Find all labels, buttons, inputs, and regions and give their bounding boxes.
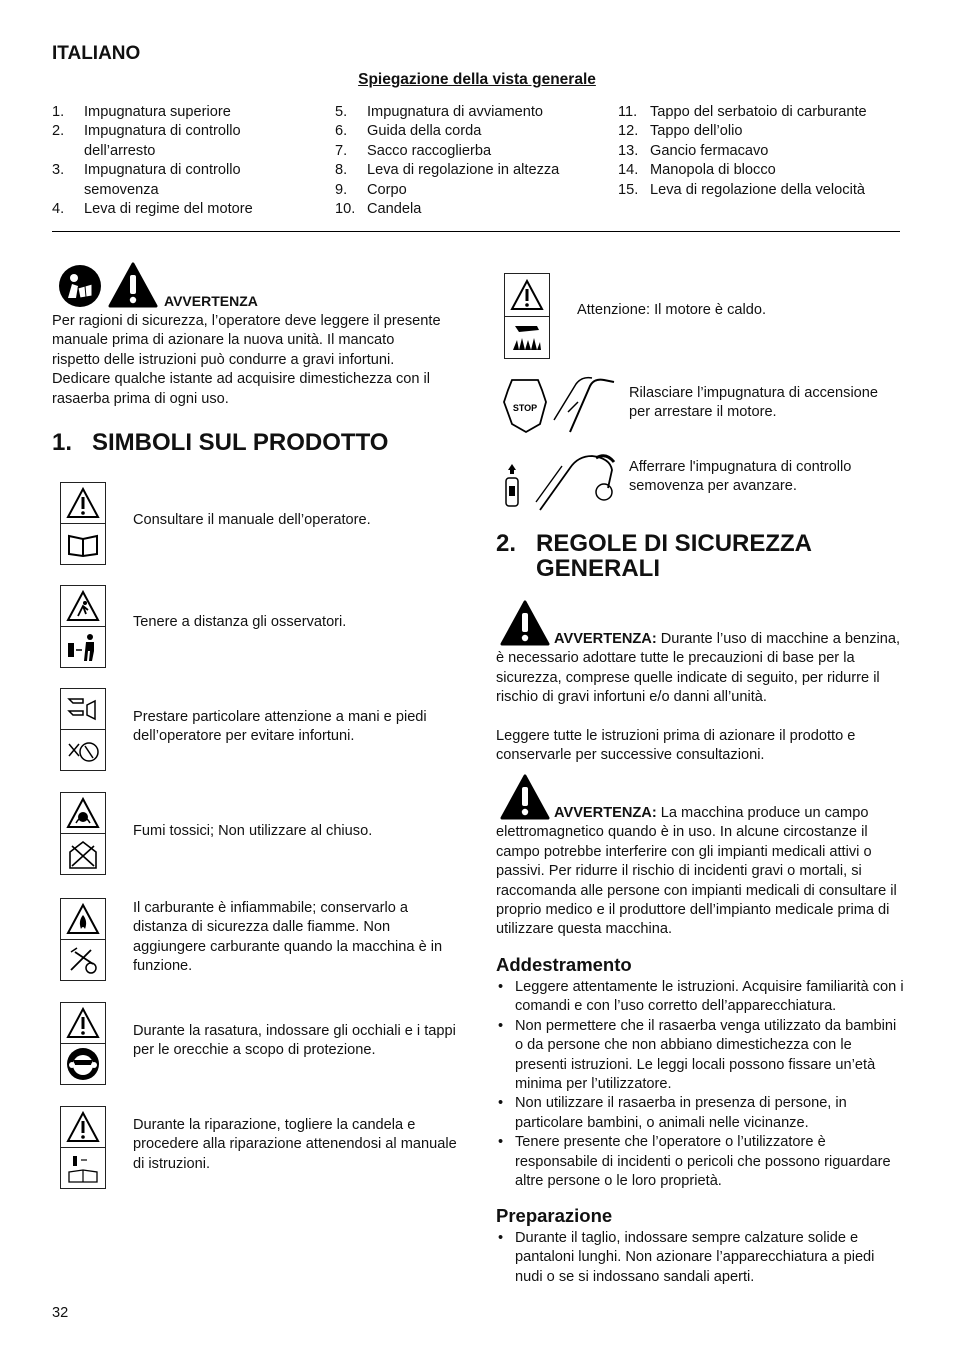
warning-triangle-icon <box>108 262 158 314</box>
symbol-description: Il carburante è infiammabile; conservarlo a distanza di sicurezza dalle fiamme. Non aggiungere carburante quando la macchina è in funzione. <box>133 900 443 975</box>
list-item: • Leggere attentamente le istruzioni. Acquisire familiarità con i comandi e con l’uso corretto dell’apparecchiatura. <box>496 978 904 1017</box>
legend-column-1 <box>52 103 292 219</box>
legend-item: 5. Impugnatura di avviamento <box>335 104 544 120</box>
symbol-description: Afferrare l'impugnatura di controllo semovenza per avanzare. <box>629 459 852 495</box>
hands-feet-warning-icon <box>60 688 106 771</box>
symbol-description: Consultare il manuale dell’operatore. <box>133 512 371 528</box>
symbol-description: Tenere a distanza gli osservatori. <box>133 614 347 630</box>
legend-item: 14. Manopola di blocco <box>618 162 776 179</box>
legend-item: 12. Tappo dell’olio <box>618 123 743 140</box>
symbol-row <box>60 585 460 671</box>
legend-item: 10. Candela <box>335 201 422 218</box>
flammable-fuel-icon <box>60 898 106 981</box>
symbol-description: Durante la riparazione, togliere la candela e procedere alla riparazione attenendosi al manuale di istruzioni. <box>133 1117 457 1172</box>
stop-label: STOP <box>512 403 538 413</box>
list-item: • Non permettere che il rasaerba venga utilizzato da bambini o da persone che non abbiano dimestichezza con le presenti istruzioni. Le leggi locali possono fissare un’età minima per l’utilizzatore. <box>496 1017 904 1095</box>
spark-plug-repair-icon <box>60 1106 106 1189</box>
legend-item: 13. Gancio fermacavo <box>618 142 769 159</box>
symbol-row <box>60 1106 460 1192</box>
legend-item: 11. Tappo del serbatoio di carburante <box>618 104 867 120</box>
language-heading: ITALIANO <box>52 43 141 64</box>
self-propel-handle-icon <box>500 448 620 520</box>
section-1-heading: 1. SIMBOLI SUL PRODOTTO <box>52 429 389 456</box>
symbol-row <box>60 688 460 774</box>
page-number: 32 <box>52 1305 69 1321</box>
legend-item: 8. Leva di regolazione in altezza <box>335 162 560 179</box>
legend-column-3 <box>618 103 908 200</box>
warning-label: AVVERTENZA <box>164 293 258 309</box>
warning-label: AVVERTENZA: <box>554 631 657 647</box>
warning-paragraph-continued: Leggere tutte le istruzioni prima di azionare il prodotto e conservarle per successive consultazioni. <box>496 728 856 764</box>
legend-item: 3. Impugnatura di controllo semovenza <box>52 162 241 198</box>
list-item: • Tenere presente che l’operatore o l’utilizzatore è responsabile di incidenti o pericoli che possono riguardare altre persone o le loro proprietà. <box>496 1133 904 1191</box>
manual-warning-icon <box>60 482 106 565</box>
list-item: • Durante il taglio, indossare sempre calzature solide e pantaloni lunghi. Non azionare l’apparecchiatura a piedi nudi o se si indossano sandali aperti. <box>496 1229 904 1287</box>
bystander-warning-icon <box>60 585 106 668</box>
symbol-description: Prestare particolare attenzione a mani e piedi dell’operatore per evitare infortuni. <box>133 709 427 745</box>
overview-title: Spiegazione della vista generale <box>358 71 596 88</box>
legend-column-2 <box>335 103 605 219</box>
preparation-list <box>496 1229 904 1287</box>
legend-item: 2. Impugnatura di controllo dell’arresto <box>52 123 241 159</box>
symbol-row <box>60 898 460 984</box>
training-list <box>496 978 904 1191</box>
warning-label: AVVERTENZA: <box>554 805 657 821</box>
legend-item: 15. Leva di regolazione della velocità <box>618 181 865 198</box>
toxic-fumes-icon <box>60 792 106 875</box>
eye-ear-protection-icon <box>60 1002 106 1085</box>
list-item: • Non utilizzare il rasaerba in presenza di persone, in particolare bambini, o animali nelle vicinanze. <box>496 1094 904 1133</box>
stop-handle-icon <box>500 372 620 444</box>
symbol-description: Durante la rasatura, indossare gli occhiali e i tappi per le orecchie a scopo di protezione. <box>133 1023 456 1059</box>
legend-item: 9. Corpo <box>335 181 407 198</box>
symbol-description: Fumi tossici; Non utilizzare al chiuso. <box>133 823 373 839</box>
warning-paragraph: AVVERTENZA: La macchina produce un campo elettromagnetico quando è in uso. In alcune circostanze il campo potrebbe interferire con gli impianti medicali attivi o passivi. Per ridurre il rischio di incidenti gravi o mortali, si raccomanda alle persone con impianti medicali di consultare il proprio medico e il produttore dell’impianto medicale prima di utilizzare questa macchina. <box>496 805 897 938</box>
symbol-row <box>60 482 460 568</box>
legend-item: 1. Impugnatura superiore <box>52 104 231 120</box>
symbol-description: Rilasciare l’impugnatura di accensione per arrestare il motore. <box>629 385 879 421</box>
section-2-heading: 2. REGOLE DI SICUREZZA GENERALI <box>496 530 812 582</box>
divider <box>52 231 900 232</box>
legend-item: 7. Sacco raccoglierba <box>335 142 492 159</box>
symbol-description: Attenzione: Il motore è caldo. <box>577 302 767 318</box>
warning-paragraph: AVVERTENZA: Durante l’uso di macchine a benzina, è necessario adottare tutte le precauzioni di base per la sicurezza, comprese quelle indicate di seguito, per ridurre il rischio di gravi infortuni e/o danni all’unità. <box>496 631 901 706</box>
symbol-row <box>60 792 460 878</box>
warning-text: Per ragioni di sicurezza, l’operatore deve leggere il presente manuale prima di azionare la nuova unità. Il mancato rispetto delle istruzioni può condurre a gravi infortuni. Dedicare qualche istante ad acquisire dimestichezza con il rasaerba prima di ogni uso. <box>52 313 441 407</box>
hot-engine-icon <box>504 273 550 359</box>
read-manual-icon <box>58 264 102 314</box>
legend-item: 4. Leva di regime del motore <box>52 201 253 218</box>
training-heading: Addestramento <box>496 954 632 975</box>
symbol-row <box>60 1002 460 1088</box>
preparation-heading: Preparazione <box>496 1205 613 1226</box>
legend-item: 6. Guida della corda <box>335 123 482 140</box>
